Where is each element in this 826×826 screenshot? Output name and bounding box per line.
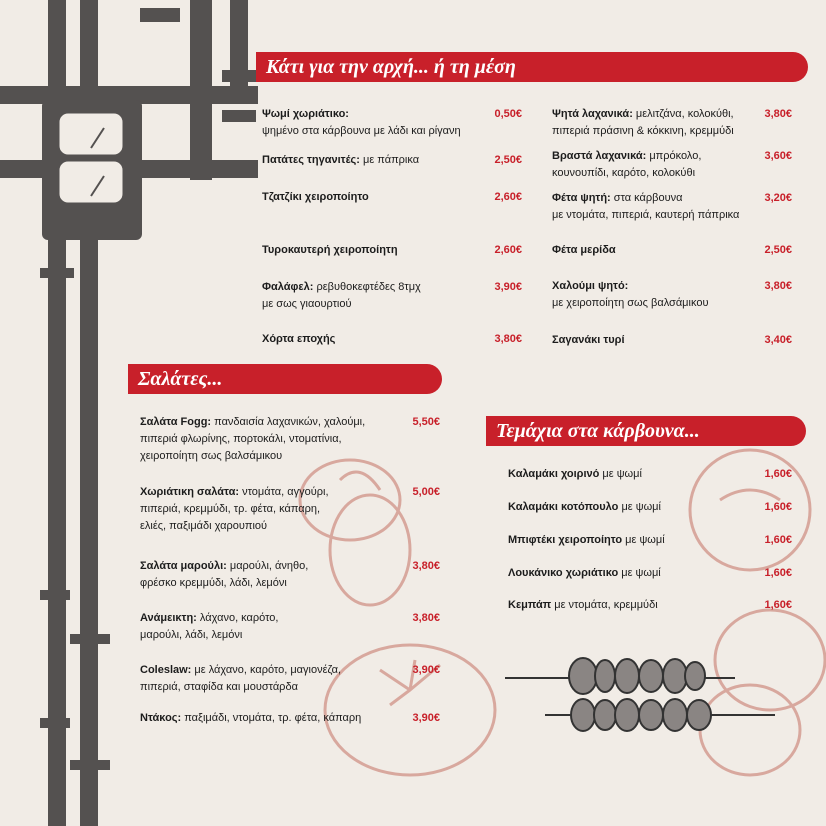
item-price: 0,50€ bbox=[494, 108, 522, 120]
menu-item: Μπιφτέκι χειροποίητο με ψωμί bbox=[508, 534, 665, 546]
item-price: 2,50€ bbox=[764, 244, 792, 256]
item-price: 3,80€ bbox=[764, 280, 792, 292]
menu-item: Χαλούμι ψητό: με χειροποίητη σως βαλσάμικου bbox=[552, 280, 709, 309]
menu-item: Πατάτες τηγανιτές: με πάπρικα bbox=[262, 154, 420, 166]
tomato-sketch bbox=[680, 440, 820, 600]
section-title-starters: Κάτι για την αρχή... ή τη μέση bbox=[256, 52, 808, 82]
menu-item: Ψητά λαχανικά: μελιτζάνα, κολοκύθι, πιπεριά πράσινη & κόκκινη, κρεμμύδι bbox=[552, 108, 734, 137]
item-price: 5,00€ bbox=[412, 486, 440, 498]
menu-item: Λουκάνικο χωριάτικο με ψωμί bbox=[508, 567, 661, 579]
item-price: 1,60€ bbox=[764, 501, 792, 513]
skewer-sketch bbox=[505, 650, 775, 740]
item-price: 3,40€ bbox=[764, 334, 792, 346]
menu-item: Σαγανάκι τυρί bbox=[552, 334, 625, 346]
menu-item: Τζατζίκι χειροποίητο bbox=[262, 191, 369, 203]
menu-item: Ψωμί χωριάτικο: ψημένο στα κάρβουνα με λάδι και ρίγανη bbox=[262, 108, 461, 137]
menu-item: Κεμπάπ με ντομάτα, κρεμμύδι bbox=[508, 599, 658, 611]
menu-item: Ντάκος: παξιμάδι, ντομάτα, τρ. φέτα, κάπαρη bbox=[140, 712, 362, 724]
item-price: 2,60€ bbox=[494, 244, 522, 256]
menu-item: Φαλάφελ: ρεβυθοκεφτέδες 8τμχ με σως γιαουρτιού bbox=[262, 281, 421, 310]
menu-item: Καλαμάκι χοιρινό με ψωμί bbox=[508, 468, 642, 480]
item-price: 5,50€ bbox=[412, 416, 440, 428]
menu-item: Φέτα μερίδα bbox=[552, 244, 616, 256]
tomato-sketch bbox=[320, 630, 500, 780]
menu-item: Χωριάτικη σαλάτα: ντομάτα, αγγούρι, πιπεριά, κρεμμύδι, τρ. φέτα, κάπαρη, ελιές, παξιμάδι χαρουπιού bbox=[140, 486, 329, 532]
menu-item: Ανάμεικτη: λάχανο, καρότο, μαρούλι, λάδι, λεμόνι bbox=[140, 612, 279, 641]
menu-item: Καλαμάκι κοτόπουλο με ψωμί bbox=[508, 501, 661, 513]
menu-item: Χόρτα εποχής bbox=[262, 333, 336, 345]
item-price: 1,60€ bbox=[764, 468, 792, 480]
item-price: 2,60€ bbox=[494, 191, 522, 203]
item-price: 1,60€ bbox=[764, 599, 792, 611]
gauge-icon bbox=[58, 112, 124, 156]
item-price: 1,60€ bbox=[764, 567, 792, 579]
item-price: 2,50€ bbox=[494, 154, 522, 166]
item-price: 3,80€ bbox=[412, 560, 440, 572]
item-price: 3,80€ bbox=[494, 333, 522, 345]
menu-item: Coleslaw: με λάχανο, καρότο, μαγιονέζα, πιπεριά, σταφίδα και μουστάρδα bbox=[140, 664, 342, 693]
item-price: 3,20€ bbox=[764, 192, 792, 204]
item-price: 3,80€ bbox=[412, 612, 440, 624]
menu-item: Φέτα ψητή: στα κάρβουνα με ντομάτα, πιπεριά, καυτερή πάπρικα bbox=[552, 192, 740, 221]
menu-item: Βραστά λαχανικά: μπρόκολο, κουνουπίδι, καρότο, κολοκύθι bbox=[552, 150, 702, 179]
item-price: 3,90€ bbox=[412, 664, 440, 676]
item-price: 3,90€ bbox=[494, 281, 522, 293]
item-price: 3,80€ bbox=[764, 108, 792, 120]
item-price: 1,60€ bbox=[764, 534, 792, 546]
item-price: 3,60€ bbox=[764, 150, 792, 162]
item-price: 3,90€ bbox=[412, 712, 440, 724]
section-title-salads: Σαλάτες... bbox=[128, 364, 442, 394]
menu-item: Τυροκαυτερή χειροποίητη bbox=[262, 244, 398, 256]
section-title-grill: Τεμάχια στα κάρβουνα... bbox=[486, 416, 806, 446]
menu-item: Σαλάτα Fogg: πανδαισία λαχανικών, χαλούμι, πιπεριά φλωρίνης, πορτοκάλι, ντοματίνια, χειροποίητη σως βαλσάμικου bbox=[140, 416, 366, 462]
menu-item: Σαλάτα μαρούλι: μαρούλι, άνηθο, φρέσκο κρεμμύδι, λάδι, λεμόνι bbox=[140, 560, 309, 589]
